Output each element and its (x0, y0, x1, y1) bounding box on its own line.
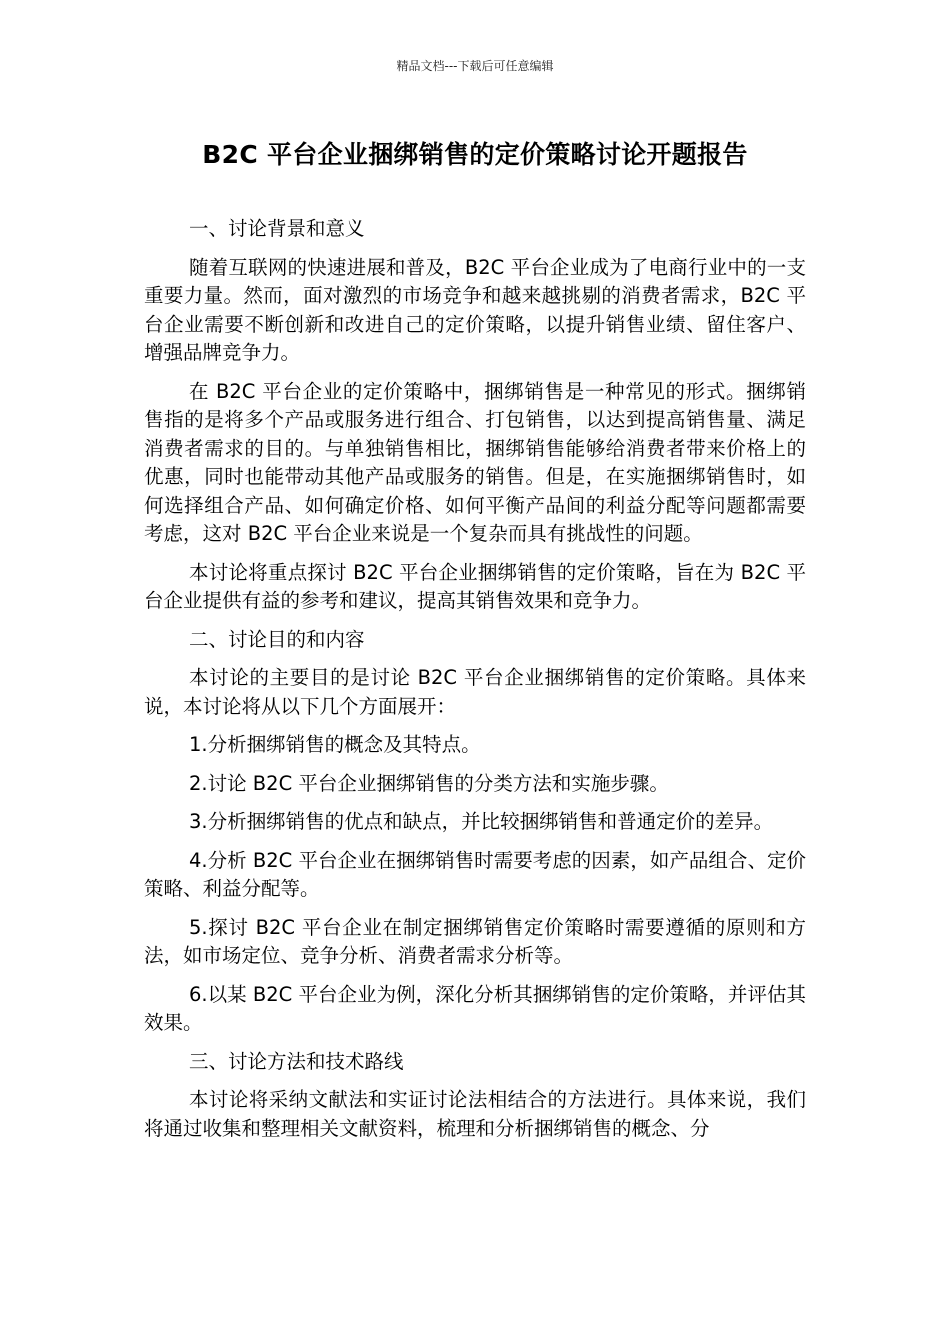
paragraph: 本讨论将重点探讨 B2C 平台企业捆绑销售的定价策略，旨在为 B2C 平台企业提供有益的参考和建议，提高其销售效果和竞争力。 (144, 560, 806, 612)
list-item: 3.分析捆绑销售的优点和缺点，并比较捆绑销售和普通定价的差异。 (189, 810, 774, 833)
page-header: 精品文档---下载后可任意编辑 (396, 59, 554, 73)
list-item: 6.以某 B2C 平台企业为例，深化分析其捆绑销售的定价策略，并评估其效果。 (144, 982, 806, 1034)
list-item: 4.分析 B2C 平台企业在捆绑销售时需要考虑的因素，如产品组合、定价策略、利益分配等。 (144, 848, 806, 900)
paragraph: 本讨论将采纳文献法和实证讨论法相结合的方法进行。具体来说，我们将通过收集和整理相关文献资料，梳理和分析捆绑销售的概念、分 (144, 1088, 806, 1140)
paragraph: 随着互联网的快速进展和普及，B2C 平台企业成为了电商行业中的一支重要力量。然而，面对激烈的市场竞争和越来越挑剔的消费者需求，B2C 平台企业需要不断创新和改进自己的定价策略，以提升销售业绩、留住客户、增强品牌竞争力。 (144, 255, 806, 364)
list-item: 1.分析捆绑销售的概念及其特点。 (189, 733, 481, 756)
section-heading: 三、讨论方法和技术路线 (189, 1049, 404, 1073)
list-item: 5.探讨 B2C 平台企业在制定捆绑销售定价策略时需要遵循的原则和方法，如市场定位、竞争分析、消费者需求分析等。 (144, 915, 806, 967)
list-item: 2.讨论 B2C 平台企业捆绑销售的分类方法和实施步骤。 (189, 771, 669, 795)
section-heading: 二、讨论目的和内容 (189, 627, 365, 651)
paragraph: 在 B2C 平台企业的定价策略中，捆绑销售是一种常见的形式。捆绑销售指的是将多个产品或服务进行组合、打包销售，以达到提高销售量、满足消费者需求的目的。与单独销售相比，捆绑销售能够给消费者带来价格上的优惠，同时也能带动其他产品或服务的销售。但是，在实施捆绑销售时，如何选择组合产品、如何确定价格、如何平衡产品间的利益分配等问题都需要考虑，这对 B2C 平台企业来说是一个复杂而具有挑战性的问题。 (144, 379, 806, 545)
section-heading: 一、讨论背景和意义 (189, 217, 365, 240)
document-body (144, 215, 806, 1153)
paragraph: 本讨论的主要目的是讨论 B2C 平台企业捆绑销售的定价策略。具体来说，本讨论将从以下几个方面展开： (144, 666, 806, 718)
document-title: B2C 平台企业捆绑销售的定价策略讨论开题报告 (202, 140, 748, 169)
